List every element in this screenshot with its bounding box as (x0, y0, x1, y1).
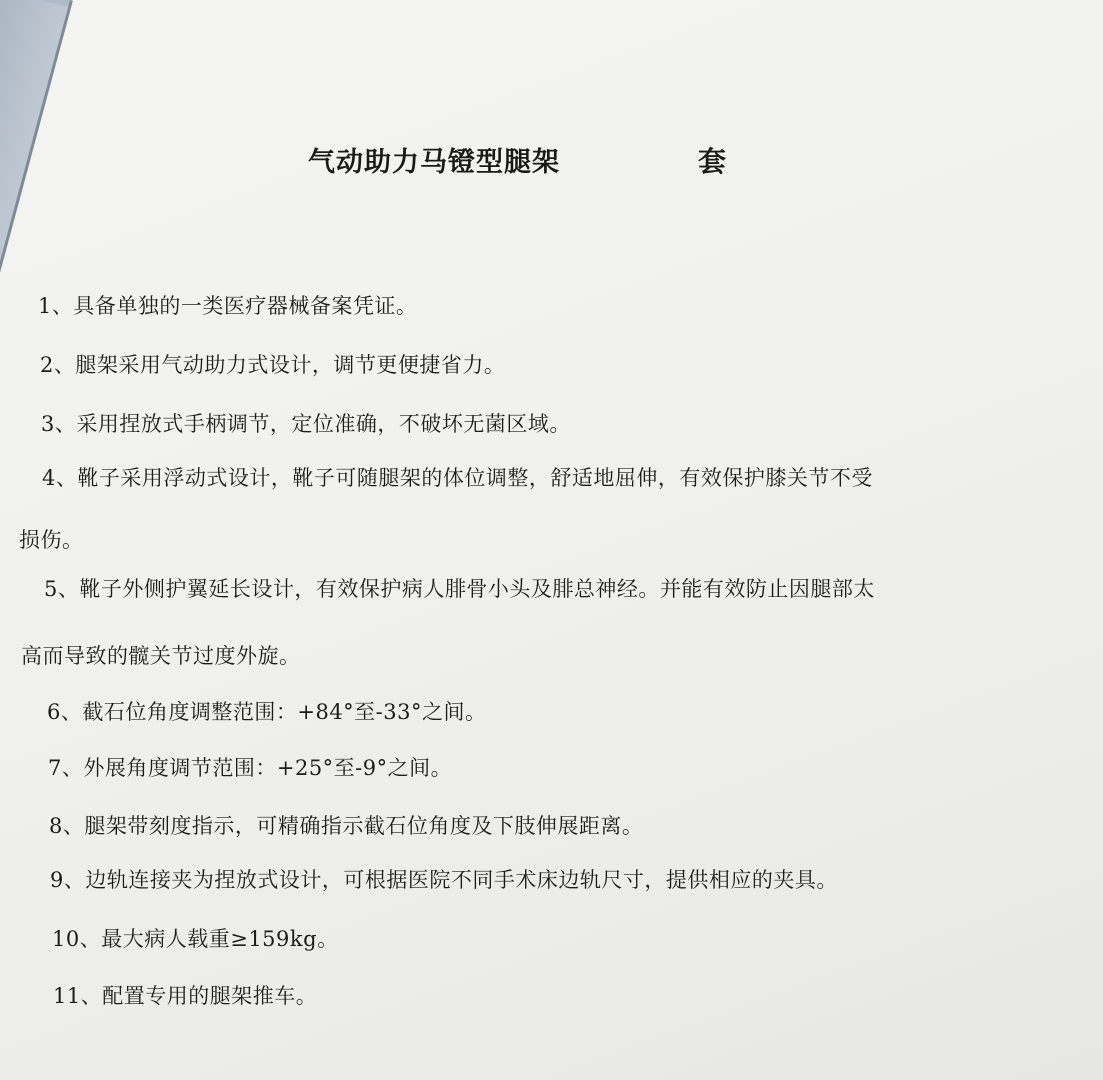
spec-item-1: 1、具备单独的一类医疗器械备案凭证。 (38, 294, 418, 318)
spec-item-4-continuation: 损伤。 (19, 528, 84, 552)
spec-item-3: 3、采用捏放式手柄调节，定位准确，不破坏无菌区域。 (41, 412, 571, 436)
spec-item-8: 8、腿架带刻度指示，可精确指示截石位角度及下肢伸展距离。 (49, 814, 644, 838)
spec-item-7: 7、外展角度调节范围：+25°至-9°之间。 (48, 756, 453, 780)
document-title: 气动助力马镫型腿架 (308, 147, 560, 178)
spec-item-2: 2、腿架采用气动助力式设计，调节更便捷省力。 (40, 353, 506, 377)
spec-item-4: 4、靴子采用浮动式设计，靴子可随腿架的体位调整，舒适地屈伸，有效保护膝关节不受 (42, 466, 873, 490)
document-unit: 套 (698, 145, 727, 178)
spec-item-5-continuation: 高而导致的髋关节过度外旋。 (21, 644, 301, 668)
spec-item-10: 10、最大病人载重≥159kg。 (52, 927, 339, 951)
spec-item-11: 11、配置专用的腿架推车。 (53, 984, 318, 1008)
spec-item-6: 6、截石位角度调整范围：+84°至-33°之间。 (47, 700, 487, 724)
spec-item-5: 5、靴子外侧护翼延长设计，有效保护病人腓骨小头及腓总神经。并能有效防止因腿部太 (44, 577, 875, 601)
spec-item-9: 9、边轨连接夹为捏放式设计，可根据医院不同手术床边轨尺寸，提供相应的夹具。 (50, 868, 838, 892)
